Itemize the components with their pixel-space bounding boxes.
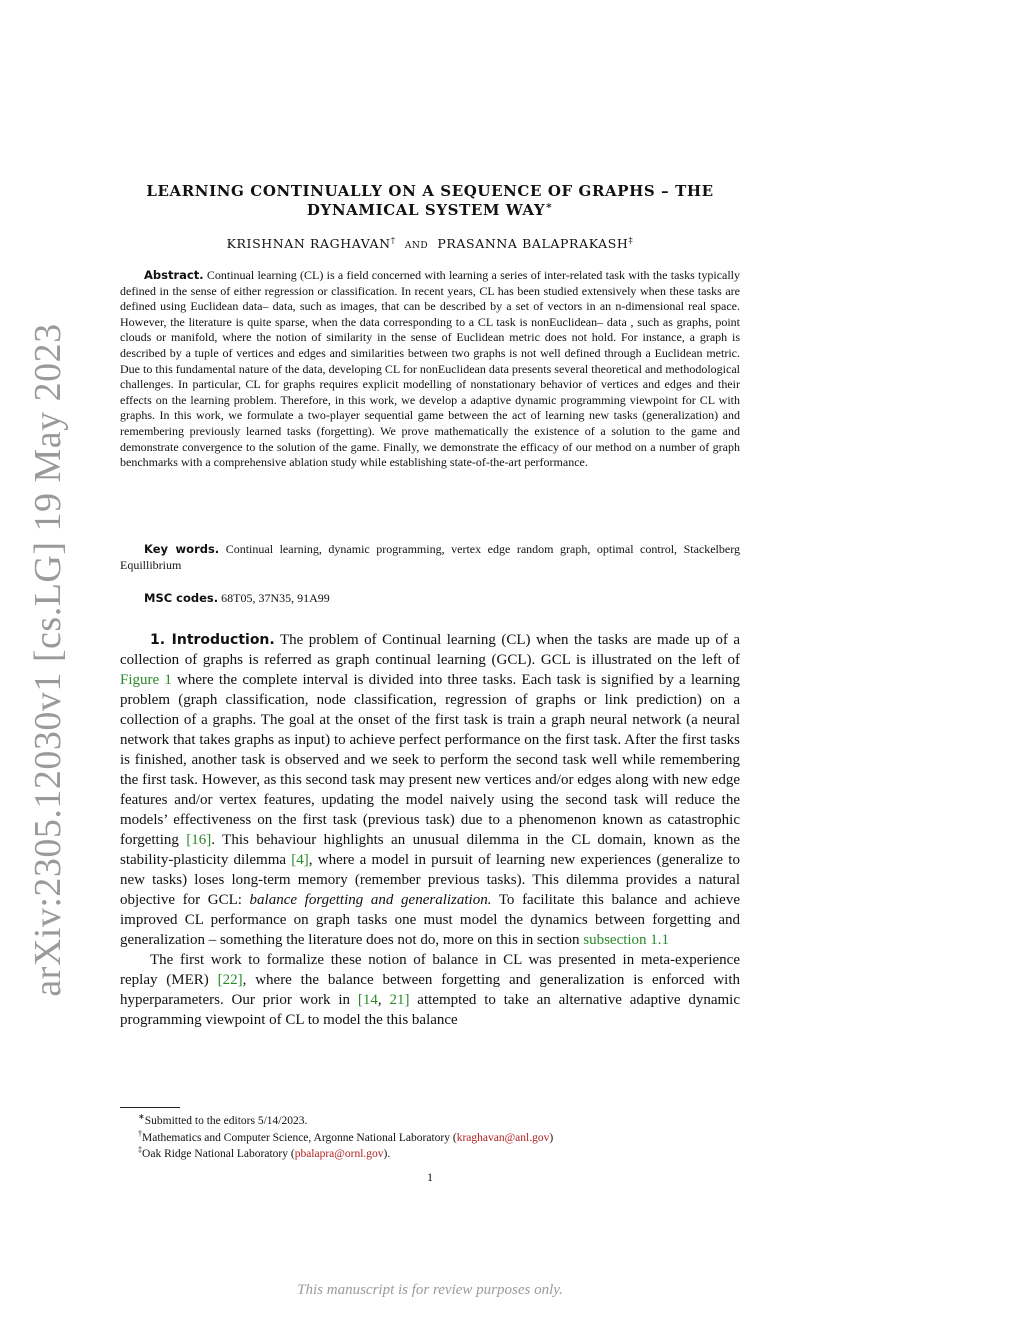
abstract <box>120 268 740 471</box>
footnote-3-close: ). <box>383 1148 391 1160</box>
intro-text: , where the balance between forgetting and generalization is enforced with hyperparameters. Our prior work in <box>120 972 740 1008</box>
email-link-raghavan[interactable]: kraghavan@anl.gov <box>456 1131 550 1144</box>
intro-paragraph-1 <box>120 630 740 950</box>
introduction-section <box>120 630 740 1030</box>
keywords <box>120 542 740 573</box>
citation-21-link[interactable]: 21] <box>389 992 410 1008</box>
footnote-2-close: ) <box>549 1131 554 1144</box>
footnote-1 <box>120 1113 740 1130</box>
intro-text: where the complete interval is divided into three tasks. Each task is signified by a learning problem (graph classification, node classification, regression of graphs or link prediction) on a collection of a graphs. The goal at the onset of the first task is train a graph neural network (a neural network that takes graphs as input) to achieve perfect performance on the first task. After the first tasks is finished, another task is observed and we seek to perform the second task well while remembering the first task. However, as this second task may present new vertices and/or edges along with new edge features and/or vertex features, updating the model naively using the second task will reduce the models’ effectiveness on the first task (previous task) due to a phenomenon known as catastrophic forgetting <box>120 672 740 848</box>
author-2: PRASANNA BALAPRAKASH <box>437 236 629 251</box>
arxiv-identifier-stamp: arXiv:2305.12030v1 [cs.LG] 19 May 2023 <box>27 323 69 997</box>
authors-line <box>120 236 740 251</box>
title-line-1: LEARNING CONTINUALLY ON A SEQUENCE OF GRAPHS – THE <box>146 182 714 200</box>
intro-text: The problem of Continual learning (CL) when the tasks are made up of a collection of graphs is referred as graph continual learning (GCL). GCL is illustrated on the left of <box>120 632 740 668</box>
intro-text: attempted to take an alternative adaptive dynamic programming viewpoint of CL to model the this balance <box>120 992 740 1028</box>
author-1-mark: † <box>390 235 396 246</box>
page-number: 1 <box>427 1170 433 1184</box>
keywords-text: Continual learning, dynamic programming, vertex edge random graph, optimal control, Stackelberg Equillibrium <box>120 542 740 572</box>
abstract-text: Continual learning (CL) is a field concerned with learning a series of inter-related task with the tasks typically defined in the sense of either regression or classification. In recent years, CL has been studied extensively when these tasks are defined using Euclidean data– data, such as images, that can be described by a set of vectors in an n-dimensional real space. However, the literature is quite sparse, when the data corresponding to a CL task is nonEuclidean– data , such as graphs, point clouds or manifold, where the notion of similarity in the sense of Euclidean metric does not hold. For instance, a graph is described by a tuple of vertices and edges and similarities between two graphs is not well defined through a Euclidean metric. Due to this fundamental nature of the data, developing CL for nonEuclidean data presents several theoretical and methodological challenges. In particular, CL for graphs requires explicit modelling of nonstationary behavior of vertices and edges and their effects on the learning problem. Therefore, in this work, we develop a adaptive dynamic programming viewpoint for CL with graphs. In this work, we formulate a two-player sequential game between the act of learning new tasks (generalization) and remembering previously learned tasks (forgetting). We prove mathematically the existence of a solution to the game and demonstrate convergence to the solution of the game. Finally, we demonstrate the efficacy of our method on a number of graph benchmarks with a comprehensive ablation study while establishing state-of-the-art performance. <box>120 268 741 470</box>
author-2-mark: ‡ <box>628 235 634 246</box>
emphasis-text: balance forgetting and generalization. <box>249 892 492 908</box>
footnote-1-mark: ∗ <box>138 1112 145 1122</box>
msc-text: 68T05, 37N35, 91A99 <box>221 591 330 605</box>
footnote-2-text: Mathematics and Computer Science, Argonne National Laboratory ( <box>142 1131 457 1144</box>
intro-paragraph-2 <box>120 950 740 1030</box>
intro-text: To facilitate this balance and achieve improved CL performance on graph tasks one must model the dynamics between forgetting and generalization – something the literature does not do, more on this in section <box>120 892 740 948</box>
figure-1-link[interactable]: Figure 1 <box>120 672 172 688</box>
footnote-2 <box>120 1130 740 1147</box>
citation-4-link[interactable]: [4] <box>291 852 309 868</box>
intro-text: . This behaviour highlights an unusual dilemma in the CL domain, known as the stability-plasticity dilemma <box>120 832 741 868</box>
review-notice: This manuscript is for review purposes only. <box>297 1282 563 1298</box>
footnote-3 <box>120 1146 740 1163</box>
msc-codes <box>120 591 740 607</box>
footnotes <box>120 1113 740 1163</box>
title-line-2: DYNAMICAL SYSTEM WAY∗ <box>306 200 554 219</box>
citation-22-link[interactable]: [22] <box>217 972 243 988</box>
subsection-1-1-link[interactable]: subsection 1.1 <box>583 932 670 948</box>
keywords-label: Key words. <box>144 542 220 556</box>
authors-and: and <box>404 236 429 251</box>
citation-16-link[interactable]: [16] <box>186 832 212 848</box>
footnote-1-text: Submitted to the editors 5/14/2023. <box>144 1115 308 1127</box>
abstract-label: Abstract. <box>144 268 204 282</box>
citation-separator: , <box>377 992 390 1008</box>
author-1: KRISHNAN RAGHAVAN <box>226 236 391 251</box>
msc-label: MSC codes. <box>144 591 219 605</box>
intro-text: , where a model in pursuit of learning new experiences (generalize to new tasks) loses long-term memory (remember previous tasks). This dilemma provides a natural objective for GCL: <box>120 852 740 908</box>
footnote-2-mark: † <box>138 1128 143 1138</box>
footnote-3-mark: ‡ <box>138 1145 143 1155</box>
citation-14-link[interactable]: [14 <box>357 992 378 1008</box>
footnote-divider <box>120 1107 180 1108</box>
footnote-3-text: Oak Ridge National Laboratory ( <box>142 1148 295 1160</box>
intro-text: The first work to formalize these notion of balance in CL was presented in meta-experience replay (MER) <box>120 952 740 988</box>
paper-title <box>120 182 740 220</box>
section-heading: 1. Introduction. <box>150 632 275 648</box>
email-link-balaprakash[interactable]: pbalapra@ornl.gov <box>294 1148 384 1160</box>
title-footnote-mark: ∗ <box>545 200 554 212</box>
